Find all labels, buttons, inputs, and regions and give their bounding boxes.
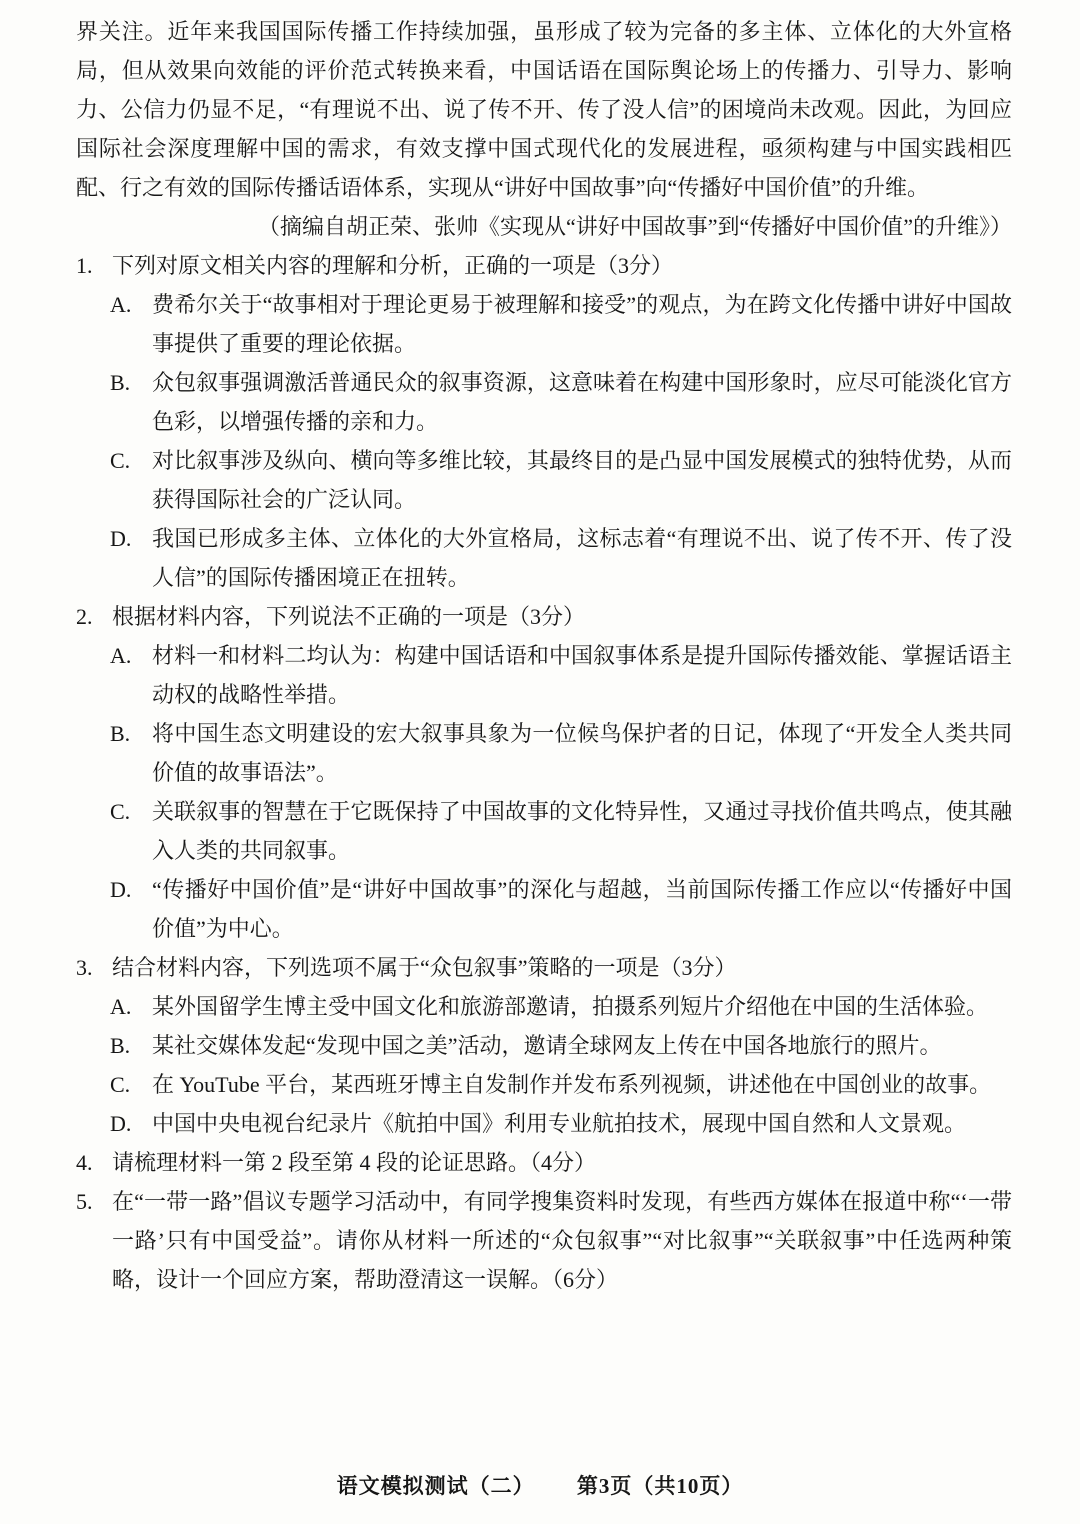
option-c (110, 1065, 1012, 1104)
option-d (110, 519, 1012, 597)
option-text: 关联叙事的智慧在于它既保持了中国故事的文化特异性，又通过寻找价值共鸣点，使其融入人类的共同叙事。 (152, 799, 1012, 863)
option-label: D. (110, 526, 132, 551)
question-stem: 根据材料内容，下列说法不正确的一项是（3分） (112, 604, 586, 629)
question-2 (76, 597, 1012, 948)
option-text: 对比叙事涉及纵向、横向等多维比较，其最终目的是凸显中国发展模式的独特优势，从而获得国际社会的广泛认同。 (152, 448, 1012, 512)
passage-paragraph: 界关注。近年来我国国际传播工作持续加强，虽形成了较为完备的多主体、立体化的大外宣格局，但从效果向效能的评价范式转换来看，中国话语在国际舆论场上的传播力、引导力、影响力、公信力仍显不足，“有理说不出、说了传不开、传了没人信”的困境尚未改观。因此，为回应国际社会深度理解中国的需求，有效支撑中国式现代化的发展进程，亟须构建与中国实践相匹配、行之有效的国际传播话语体系，实现从“讲好中国故事”向“传播好中国价值”的升维。 (76, 19, 1012, 200)
option-label: D. (110, 877, 132, 902)
question-2-stem-row (76, 597, 1012, 636)
option-c (110, 441, 1012, 519)
question-number: 5. (76, 1189, 93, 1214)
option-label: C. (110, 799, 131, 824)
footer-exam-title: 语文模拟测试（二） (336, 1474, 535, 1498)
option-label: A. (110, 994, 132, 1019)
question-3-stem-row (76, 948, 1012, 987)
question-3-options (110, 987, 1012, 1143)
option-label: C. (110, 1072, 131, 1097)
option-b (110, 363, 1012, 441)
option-label: B. (110, 1033, 131, 1058)
option-text: 我国已形成多主体、立体化的大外宣格局，这标志着“有理说不出、说了传不开、传了没人信”的国际传播困境正在扭转。 (152, 526, 1012, 590)
question-number: 2. (76, 604, 93, 629)
question-stem: 请梳理材料一第 2 段至第 4 段的论证思路。（4分） (112, 1150, 597, 1175)
page-footer (0, 1467, 1080, 1506)
question-number: 1. (76, 253, 93, 278)
question-1-stem-row (76, 246, 1012, 285)
option-text: 某外国留学生博主受中国文化和旅游部邀请，拍摄系列短片介绍他在中国的生活体验。 (152, 994, 989, 1019)
option-text: 某社交媒体发起“发现中国之美”活动，邀请全球网友上传在中国各地旅行的照片。 (152, 1033, 942, 1058)
question-1-options (110, 285, 1012, 597)
question-5 (76, 1182, 1012, 1299)
option-label: D. (110, 1111, 132, 1136)
option-text: 众包叙事强调激活普通民众的叙事资源，这意味着在构建中国形象时，应尽可能淡化官方色彩，以增强传播的亲和力。 (152, 370, 1012, 434)
question-number: 3. (76, 955, 93, 980)
option-a (110, 987, 1012, 1026)
option-text: 将中国生态文明建设的宏大叙事具象为一位候鸟保护者的日记，体现了“开发全人类共同价值的故事语法”。 (152, 721, 1012, 785)
option-label: B. (110, 721, 131, 746)
question-4 (76, 1143, 1012, 1182)
question-5-stem-row (76, 1182, 1012, 1299)
option-text: “传播好中国价值”是“讲好中国故事”的深化与超越，当前国际传播工作应以“传播好中国价值”为中心。 (152, 877, 1012, 941)
option-text: 材料一和材料二均认为：构建中国话语和中国叙事体系是提升国际传播效能、掌握话语主动权的战略性举措。 (152, 643, 1012, 707)
option-b (110, 1026, 1012, 1065)
option-label: A. (110, 643, 132, 668)
question-stem: 下列对原文相关内容的理解和分析，正确的一项是（3分） (112, 253, 674, 278)
option-c (110, 792, 1012, 870)
option-text: 在 YouTube 平台，某西班牙博主自发制作并发布系列视频，讲述他在中国创业的故事。 (152, 1072, 992, 1097)
option-label: C. (110, 448, 131, 473)
question-3 (76, 948, 1012, 1143)
question-4-stem-row (76, 1143, 1012, 1182)
option-d (110, 870, 1012, 948)
option-text: 费希尔关于“故事相对于理论更易于被理解和接受”的观点，为在跨文化传播中讲好中国故事提供了重要的理论依据。 (152, 292, 1012, 356)
option-label: A. (110, 292, 132, 317)
option-d (110, 1104, 1012, 1143)
question-number: 4. (76, 1150, 93, 1175)
question-stem: 结合材料内容，下列选项不属于“众包叙事”策略的一项是（3分） (112, 955, 737, 980)
option-a (110, 636, 1012, 714)
question-1 (76, 246, 1012, 597)
question-stem: 在“一带一路”倡议专题学习活动中，有同学搜集资料时发现，有些西方媒体在报道中称“‘一带一路’只有中国受益”。请你从材料一所述的“众包叙事”“对比叙事”“关联叙事”中任选两种策略，设计一个回应方案，帮助澄清这一误解。（6分） (112, 1189, 1012, 1292)
question-2-options (110, 636, 1012, 948)
footer-page-number: 第3页（共10页） (576, 1474, 744, 1498)
option-a (110, 285, 1012, 363)
option-b (110, 714, 1012, 792)
option-text: 中国中央电视台纪录片《航拍中国》利用专业航拍技术，展现中国自然和人文景观。 (152, 1111, 967, 1136)
passage-attribution: （摘编自胡正荣、张帅《实现从“讲好中国故事”到“传播好中国价值”的升维》） (257, 214, 1012, 239)
option-label: B. (110, 370, 131, 395)
